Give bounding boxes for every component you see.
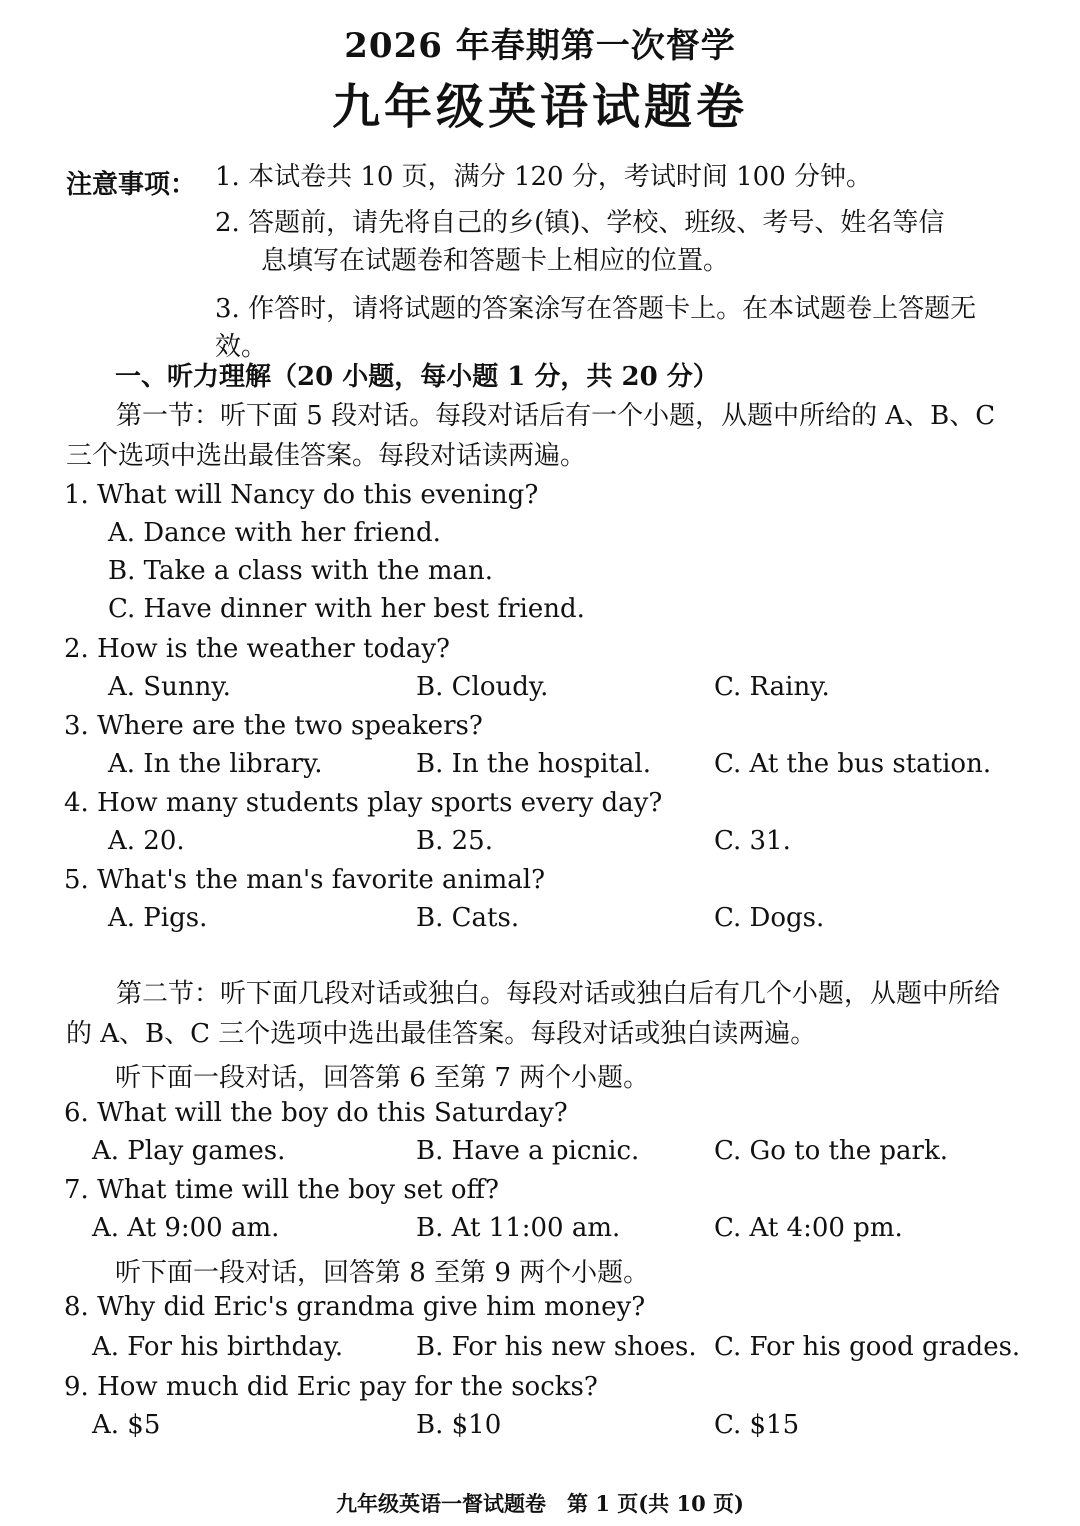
question-8: 8. Why did Eric's grandma give him money? (64, 1292, 646, 1322)
question-4-option-b: B. 25. (416, 826, 493, 856)
question-4: 4. How many students play sports every day? (64, 788, 663, 818)
question-5-option-b: B. Cats. (416, 903, 520, 933)
question-1-option-b: B. Take a class with the man. (108, 556, 493, 586)
question-5-option-c: C. Dogs. (714, 903, 825, 933)
question-2-option-b: B. Cloudy. (416, 672, 549, 702)
question-5: 5. What's the man's favorite animal? (64, 865, 546, 895)
question-6-option-c: C. Go to the park. (714, 1136, 948, 1166)
notice-item-2-text: 2. 答题前，请先将自己的乡(镇)、学校、班级、考号、姓名等信 (215, 208, 945, 238)
question-9-option-b: B. $10 (416, 1410, 502, 1440)
question-9-option-c: C. $15 (714, 1410, 800, 1440)
question-7-option-c: C. At 4:00 pm. (714, 1213, 903, 1243)
question-9-option-a: A. $5 (92, 1410, 161, 1440)
notice-label: 注意事项： (66, 170, 197, 200)
question-4-option-c: C. 31. (714, 826, 791, 856)
question-2-option-c: C. Rainy. (714, 672, 830, 702)
exam-title: 九年级英语试题卷 (331, 79, 748, 135)
exam-subtitle: 2026 年春期第一次督学 (344, 26, 736, 66)
dialogue-note-8-9: 听下面一段对话，回答第 8 至第 9 两个小题。 (115, 1258, 650, 1288)
question-3-option-c: C. At the bus station. (714, 749, 992, 779)
notice-item-1-text: 1. 本试卷共 10 页，满分 120 分，考试时间 100 分钟。 (215, 162, 872, 192)
question-3-option-a: A. In the library. (108, 749, 323, 779)
notice-item-2 (215, 204, 1015, 280)
question-6: 6. What will the boy do this Saturday? (64, 1098, 568, 1128)
notice-item-3 (215, 290, 1015, 366)
part2-instruction: 第二节：听下面几段对话或独白。每段对话或独白后有几个小题，从题中所给的 A、B、C 三个选项中选出最佳答案。每段对话或独白读两遍。 (66, 979, 1001, 1049)
dialogue-note-6-7: 听下面一段对话，回答第 6 至第 7 两个小题。 (115, 1063, 650, 1093)
question-8-option-b: B. For his new shoes. (416, 1332, 697, 1362)
question-7-option-a: A. At 9:00 am. (92, 1213, 280, 1243)
notice-item-3-text: 3. 作答时，请将试题的答案涂写在答题卡上。在本试题卷上答题无效。 (215, 294, 977, 362)
question-6-option-a: A. Play games. (92, 1136, 286, 1166)
question-4-option-a: A. 20. (108, 826, 185, 856)
part1-instruction: 第一节：听下面 5 段对话。每段对话后有一个小题，从题中所给的 A、B、C 三个选项中选出最佳答案。每段对话读两遍。 (66, 401, 996, 471)
page-footer: 九年级英语一督试题卷 第 1 页(共 10 页) (336, 1491, 744, 1516)
question-7-option-b: B. At 11:00 am. (416, 1213, 621, 1243)
notice-item-2-text-cont: 息填写在试题卷和答题卡上相应的位置。 (261, 246, 730, 276)
question-1-option-c: C. Have dinner with her best friend. (108, 594, 585, 624)
question-6-option-b: B. Have a picnic. (416, 1136, 640, 1166)
question-1-option-a: A. Dance with her friend. (108, 518, 441, 548)
question-3: 3. Where are the two speakers? (64, 711, 483, 741)
question-7: 7. What time will the boy set off? (64, 1175, 499, 1205)
notice-item-1 (215, 158, 1015, 196)
question-9: 9. How much did Eric pay for the socks? (64, 1372, 598, 1402)
question-2-option-a: A. Sunny. (108, 672, 231, 702)
question-8-option-a: A. For his birthday. (92, 1332, 344, 1362)
section-heading: 一、听力理解（20 小题，每小题 1 分，共 20 分） (115, 362, 719, 392)
question-5-option-a: A. Pigs. (108, 903, 208, 933)
question-1: 1. What will Nancy do this evening? (64, 480, 539, 510)
question-2: 2. How is the weather today? (64, 634, 450, 664)
question-3-option-b: B. In the hospital. (416, 749, 651, 779)
question-8-option-c: C. For his good grades. (714, 1332, 1021, 1362)
